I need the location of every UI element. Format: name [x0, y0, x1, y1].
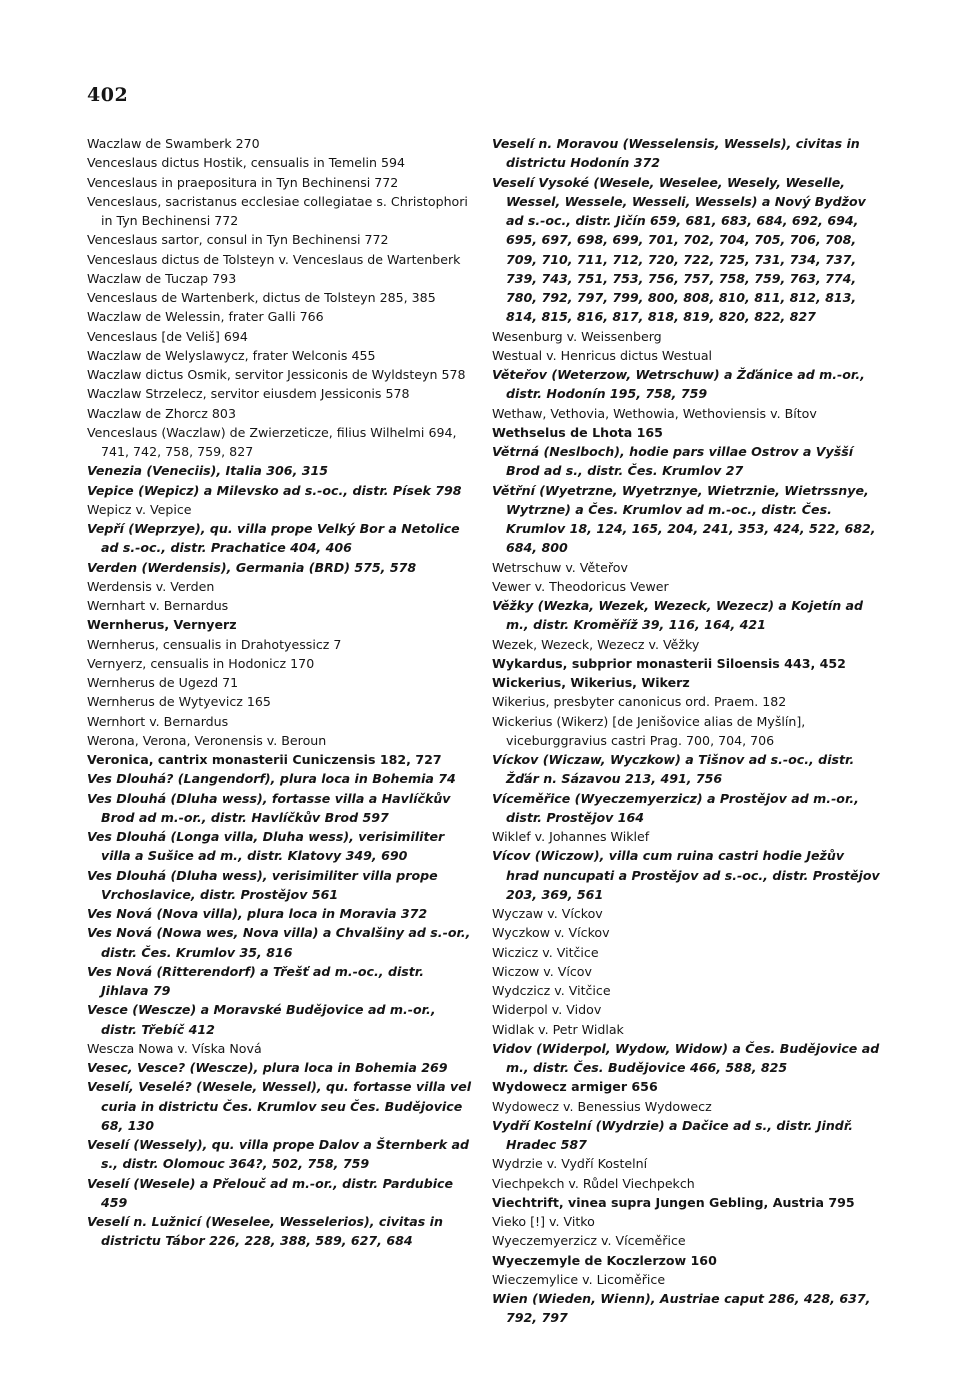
index-entry: Wepicz v. Vepice [87, 501, 192, 517]
index-entry: Venceslaus sartor, consul in Tyn Bechinensi 772 [87, 232, 389, 248]
index-entry: Werdensis v. Verden [87, 578, 215, 594]
index-entry: Veselí, Veselé? (Wesele, Wessel), qu. fortasse villa vel curia in districtu Čes. Krumlov seu Čes. Budějovice 68, 130 [87, 1079, 472, 1133]
index-entry: Ves Dlouhá (Dluha wess), verisimiliter villa prope Vrchoslavice, distr. Prostějov 561 [87, 867, 438, 902]
index-entry: Wezek, Wezeck, Wezecz v. Věžky [492, 636, 700, 652]
index-entry: Waczlaw de Swamberk 270 [87, 136, 260, 151]
index-entry: Veselí (Wessely), qu. villa prope Dalov a Šternberk ad s., distr. Olomouc 364?, 502, 758, 759 [87, 1137, 470, 1172]
index-entry: Věteřov (Weterzow, Wetrschuw) a Žďánice ad m.-or., distr. Hodonín 195, 758, 759 [492, 367, 865, 402]
index-entry: Wyczaw v. Víckov [492, 906, 603, 921]
index-entry: Venceslaus [de Veliš] 694 [87, 328, 248, 344]
index-entry: Venceslaus (Waczlaw) de Zwierzeticze, filius Wilhelmi 694, 741, 742, 758, 759, 827 [87, 424, 457, 459]
index-entry: Wyeczemyerzicz v. Víceměřice [492, 1233, 686, 1249]
index-entry: Víceměřice (Wyeczemyerzicz) a Prostějov ad m.-or., distr. Prostějov 164 [492, 790, 859, 825]
index-entry: Wethselus de Lhota 165 [492, 424, 663, 440]
index-entry: Widerpol v. Vidov [492, 1002, 602, 1018]
index-entry: Wyczkow v. Víckov [492, 925, 610, 941]
index-entry: Wiczow v. Vícov [492, 963, 592, 979]
left-column [87, 134, 475, 1251]
index-entry: Wernhort v. Bernardus [87, 713, 229, 729]
index-entry: Wetrschuw v. Věteřov [492, 559, 628, 575]
index-entry: Ves Nová (Nova villa), plura loca in Moravia 372 [87, 906, 428, 921]
index-entry: Venceslaus dictus de Tolsteyn v. Venceslaus de Wartenberk [87, 251, 461, 267]
index-entry: Wieczemylice v. Licoměřice [492, 1271, 666, 1287]
index-entry: Waczlaw de Tuczap 793 [87, 270, 237, 286]
index-entry: Venceslaus dictus Hostik, censualis in Temelin 594 [87, 155, 406, 171]
index-entry: Wernherus, Vernyerz [87, 617, 237, 633]
index-entry: Ves Dlouhá (Dluha wess), fortasse villa a Havlíčkův Brod ad m.-or., distr. Havlíčkův Brod 597 [87, 790, 451, 825]
index-entry: Větrná (Neslboch), hodie pars villae Ostrov a Vyšší Brod ad s., distr. Čes. Krumlov 27 [492, 444, 854, 479]
index-entry: Wydczicz v. Vitčice [492, 983, 611, 998]
index-entry: Větřní (Wyetrzne, Wyetrznye, Wietrznie, Wietrssnye, Wytrzne) a Čes. Krumlov ad m.-oc., distr. Čes. Krumlov 18, 124, 165, 204, 241, 353, 424, 522, 682, 684, 800 [492, 482, 876, 556]
index-entry: Vícov (Wiczow), villa cum ruina castri hodie Ježův hrad nuncupati a Prostějov ad s.-oc., distr. Prostějov 203, 369, 561 [492, 848, 880, 902]
index-entry: Werona, Verona, Veronensis v. Beroun [87, 732, 327, 748]
index-entry: Verden (Werdensis), Germania (BRD) 575, 578 [87, 559, 417, 575]
index-entry: Vidov (Widerpol, Wydow, Widow) a Čes. Budějovice ad m., distr. Čes. Budějovice 466, 588, 825 [492, 1040, 880, 1075]
index-entry: Wernherus, censualis in Drahotyessicz 7 [87, 636, 342, 652]
index-entry: Waczlaw de Welyslawycz, frater Welconis 455 [87, 347, 376, 363]
index-entry: Vernyerz, censualis in Hodonicz 170 [87, 655, 315, 671]
index-entry: Ves Nová (Ritterendorf) a Třešť ad m.-oc., distr. Jihlava 79 [87, 963, 424, 998]
index-entry: Viechpekch v. Růdel Viechpekch [492, 1175, 695, 1191]
index-entry: Víckov (Wiczaw, Wyczkow) a Tišnov ad s.-oc., distr. Žďár n. Sázavou 213, 491, 756 [492, 752, 855, 787]
index-entry: Waczlaw Strzelecz, servitor eiusdem Jessiconis 578 [87, 386, 410, 402]
index-entry: Wyeczemyle de Koczlerzow 160 [492, 1252, 717, 1268]
index-entry: Wydowecz v. Benessius Wydowecz [492, 1098, 712, 1114]
index-entry: Veronica, cantrix monasterii Cuniczensis 182, 727 [87, 752, 442, 767]
index-entry: Wernherus de Wytyevicz 165 [87, 694, 271, 710]
index-entry: Waczlaw de Zhorcz 803 [87, 405, 236, 421]
index-entry: Viechtrift, vinea supra Jungen Gebling, Austria 795 [492, 1194, 855, 1210]
index-entry: Wydowecz armiger 656 [492, 1079, 658, 1095]
index-entry: Waczlaw dictus Osmik, servitor Jessiconis de Wyldsteyn 578 [87, 367, 466, 382]
index-entry: Wernherus de Ugezd 71 [87, 675, 239, 690]
index-entry: Wiklef v. Johannes Wiklef [492, 829, 650, 844]
index-entry: Wiczicz v. Vitčice [492, 944, 599, 960]
index-entry: Veselí n. Lužnicí (Weselee, Wesselerios), civitas in districtu Tábor 226, 228, 388, 589, 627, 684 [87, 1214, 443, 1249]
index-entry: Veselí n. Moravou (Wesselensis, Wessels), civitas in districtu Hodonín 372 [492, 136, 860, 171]
index-entry: Ves Dlouhá? (Langendorf), plura loca in Bohemia 74 [87, 771, 456, 787]
index-entry: Vieko [!] v. Vitko [492, 1214, 595, 1229]
index-entry: Ves Dlouhá (Longa villa, Dluha wess), verisimiliter villa a Sušice ad m., distr. Klatovy 349, 690 [87, 829, 445, 864]
index-entry: Waczlaw de Welessin, frater Galli 766 [87, 309, 324, 325]
index-entry: Veselí Vysoké (Wesele, Weselee, Wesely, Weselle, Wessel, Wessele, Wesseli, Wessels) a Nový Bydžov ad s.-oc., distr. Jičín 659, 681, 683, 684, 692, 694, 695, 697, 698, 699, 701, 702, 704, 705, 706, 708, 709, 710, 711, 712, 720, 722, 725, 731, 734, 737, 739, 743, 751, 753, 756, 757, 758, 759, 763, 774, 780, 792, 797, 799, 800, 808, 810, 811, 812, 813, 814, 815, 816, 817, 818, 819, 820, 822, 827 [492, 174, 866, 325]
index-entry: Wescza Nowa v. Víska Nová [87, 1040, 262, 1056]
index-entry: Venceslaus, sacristanus ecclesiae collegiatae s. Christophori in Tyn Bechinensi 772 [87, 193, 468, 228]
index-entry: Vydří Kostelní (Wydrzie) a Dačice ad s., distr. Jindř. Hradec 587 [492, 1117, 854, 1152]
index-entry: Vesce (Wescze) a Moravské Budějovice ad m.-or., distr. Třebíč 412 [87, 1002, 436, 1037]
index-entry: Wydrzie v. Vydří Kostelní [492, 1156, 648, 1172]
index-entry: Vepří (Weprzye), qu. villa prope Velký Bor a Netolice ad s.-oc., distr. Prachatice 404, 406 [87, 521, 460, 556]
index-entry: Veselí (Wesele) a Přelouč ad m.-or., distr. Pardubice 459 [87, 1175, 454, 1210]
index-entry: Wikerius, presbyter canonicus ord. Praem. 182 [492, 694, 787, 710]
index-entry: Vepice (Wepicz) a Milevsko ad s.-oc., distr. Písek 798 [87, 482, 462, 498]
index-entry: Venceslaus in praepositura in Tyn Bechinensi 772 [87, 174, 399, 190]
index-entry: Wykardus, subprior monasterii Siloensis 443, 452 [492, 655, 846, 671]
index-entry: Wien (Wieden, Wienn), Austriae caput 286, 428, 637, 792, 797 [492, 1291, 871, 1326]
index-entry: Věžky (Wezka, Wezek, Wezeck, Wezecz) a Kojetín ad m., distr. Kroměříž 39, 116, 164, 421 [492, 598, 864, 633]
page-number: 402 [87, 84, 129, 106]
index-entry: Vewer v. Theodoricus Vewer [492, 578, 669, 594]
index-entry: Widlak v. Petr Widlak [492, 1021, 624, 1037]
right-column [492, 134, 880, 1328]
index-entry: Wernhart v. Bernardus [87, 598, 229, 613]
index-entry: Westual v. Henricus dictus Westual [492, 347, 713, 363]
index-entry: Venezia (Veneciis), Italia 306, 315 [87, 463, 329, 479]
index-entry: Venceslaus de Wartenberk, dictus de Tolsteyn 285, 385 [87, 290, 436, 305]
index-entry: Ves Nová (Nowa wes, Nova villa) a Chvalšiny ad s.-or., distr. Čes. Krumlov 35, 816 [87, 925, 471, 960]
index-entry: Wickerius, Wikerius, Wikerz [492, 675, 690, 690]
index-entry: Vesec, Vesce? (Wescze), plura loca in Bohemia 269 [87, 1060, 448, 1075]
index-entry: Wethaw, Vethovia, Wethowia, Wethoviensis v. Bítov [492, 405, 817, 421]
index-entry: Wesenburg v. Weissenberg [492, 328, 662, 344]
index-entry: Wickerius (Wikerz) [de Jenišovice alias de Myšlín], viceburggravius castri Prag. 700, 704, 706 [492, 713, 806, 748]
